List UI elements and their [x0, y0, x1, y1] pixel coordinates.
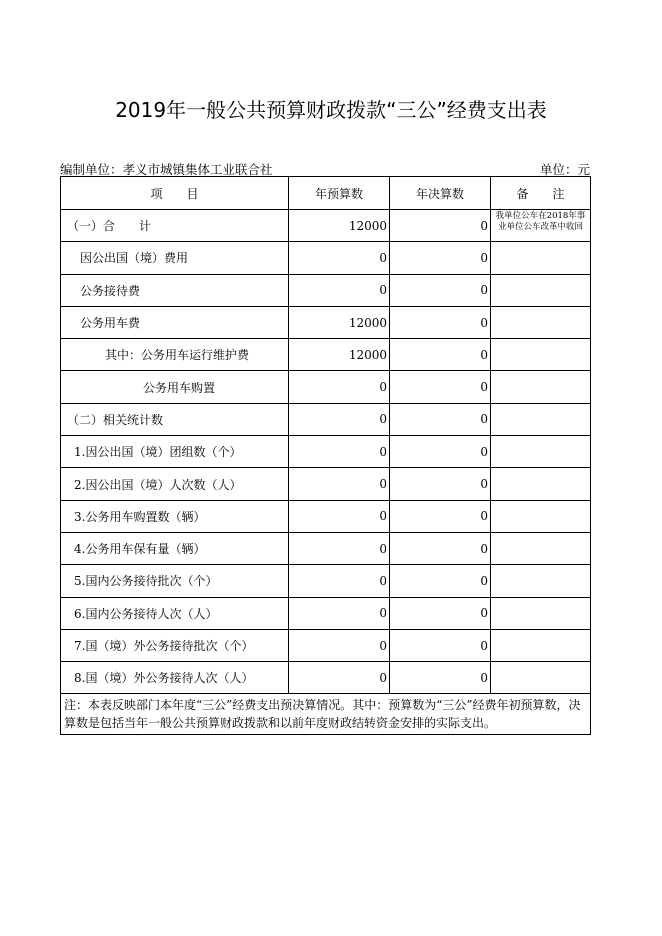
row-final: 0	[390, 210, 491, 242]
row-budget: 0	[289, 597, 390, 629]
table-row	[61, 500, 591, 532]
row-final: 0	[390, 274, 491, 306]
row-final: 0	[390, 662, 491, 694]
table-row	[61, 468, 591, 500]
row-item: 其中：公务用车运行维护费	[61, 339, 289, 371]
row-remark	[491, 468, 591, 500]
row-final: 0	[390, 532, 491, 564]
table-row	[61, 242, 591, 274]
row-item: 3.公务用车购置数（辆）	[61, 500, 289, 532]
row-remark	[491, 597, 591, 629]
row-item: 5.国内公务接待批次（个）	[61, 565, 289, 597]
row-item: （二）相关统计数	[61, 403, 289, 435]
row-budget: 0	[289, 242, 390, 274]
table-header-row	[61, 177, 591, 210]
table-row	[61, 436, 591, 468]
row-remark	[491, 662, 591, 694]
row-item: （一）合 计	[61, 210, 289, 242]
currency-unit: 单位：元	[539, 162, 590, 177]
row-item: 4.公务用车保有量（辆）	[61, 532, 289, 564]
row-final: 0	[390, 403, 491, 435]
row-item: 2.因公出国（境）人次数（人）	[61, 468, 289, 500]
row-budget: 12000	[289, 210, 390, 242]
header-remark: 备 注	[491, 177, 591, 210]
row-item: 1.因公出国（境）团组数（个）	[61, 436, 289, 468]
table-note-row	[61, 694, 591, 735]
page-title: 2019年一般公共预算财政拨款“三公”经费支出表	[115, 98, 547, 122]
table-row	[61, 306, 591, 338]
row-item: 8.国（境）外公务接待人次（人）	[61, 662, 289, 694]
table-row	[61, 371, 591, 403]
table-row	[61, 274, 591, 306]
row-final: 0	[390, 500, 491, 532]
row-budget: 0	[289, 371, 390, 403]
row-remark	[491, 274, 591, 306]
row-remark	[491, 500, 591, 532]
row-budget: 0	[289, 662, 390, 694]
row-remark	[491, 242, 591, 274]
table-row	[61, 210, 591, 242]
row-remark	[491, 339, 591, 371]
table-row	[61, 339, 591, 371]
row-budget: 0	[289, 403, 390, 435]
row-budget: 0	[289, 468, 390, 500]
row-item: 6.国内公务接待人次（人）	[61, 597, 289, 629]
row-remark: 我单位公车在2018年事业单位公车改革中收回	[491, 210, 591, 242]
row-final: 0	[390, 306, 491, 338]
row-remark	[491, 306, 591, 338]
table-meta	[60, 160, 590, 176]
row-budget: 0	[289, 436, 390, 468]
row-remark	[491, 629, 591, 661]
row-final: 0	[390, 629, 491, 661]
table-row	[61, 532, 591, 564]
row-final: 0	[390, 565, 491, 597]
row-budget: 0	[289, 500, 390, 532]
row-final: 0	[390, 242, 491, 274]
row-remark	[491, 371, 591, 403]
row-item: 公务用车费	[61, 306, 289, 338]
table-row	[61, 565, 591, 597]
row-final: 0	[390, 436, 491, 468]
row-remark	[491, 565, 591, 597]
table-row	[61, 403, 591, 435]
row-item: 因公出国（境）费用	[61, 242, 289, 274]
compiling-unit: 编制单位：孝义市城镇集体工业联合社	[60, 162, 273, 177]
row-budget: 12000	[289, 306, 390, 338]
row-budget: 0	[289, 565, 390, 597]
row-budget: 12000	[289, 339, 390, 371]
row-budget: 0	[289, 629, 390, 661]
row-budget: 0	[289, 532, 390, 564]
table-row	[61, 629, 591, 661]
header-item: 项 目	[61, 177, 289, 210]
header-final: 年决算数	[390, 177, 491, 210]
header-budget: 年预算数	[289, 177, 390, 210]
table-row	[61, 597, 591, 629]
row-remark	[491, 436, 591, 468]
row-remark	[491, 532, 591, 564]
row-budget: 0	[289, 274, 390, 306]
row-final: 0	[390, 371, 491, 403]
row-item: 7.国（境）外公务接待批次（个）	[61, 629, 289, 661]
expense-table	[60, 176, 591, 735]
row-final: 0	[390, 339, 491, 371]
row-final: 0	[390, 597, 491, 629]
table-note: 注：本表反映部门本年度“三公”经费支出预决算情况。其中：预算数为“三公”经费年初预算数，决算数是包括当年一般公共预算财政拨款和以前年度财政结转资金安排的实际支出。	[61, 694, 591, 735]
row-final: 0	[390, 468, 491, 500]
table-row	[61, 662, 591, 694]
row-item: 公务接待费	[61, 274, 289, 306]
row-remark	[491, 403, 591, 435]
row-item: 公务用车购置	[61, 371, 289, 403]
